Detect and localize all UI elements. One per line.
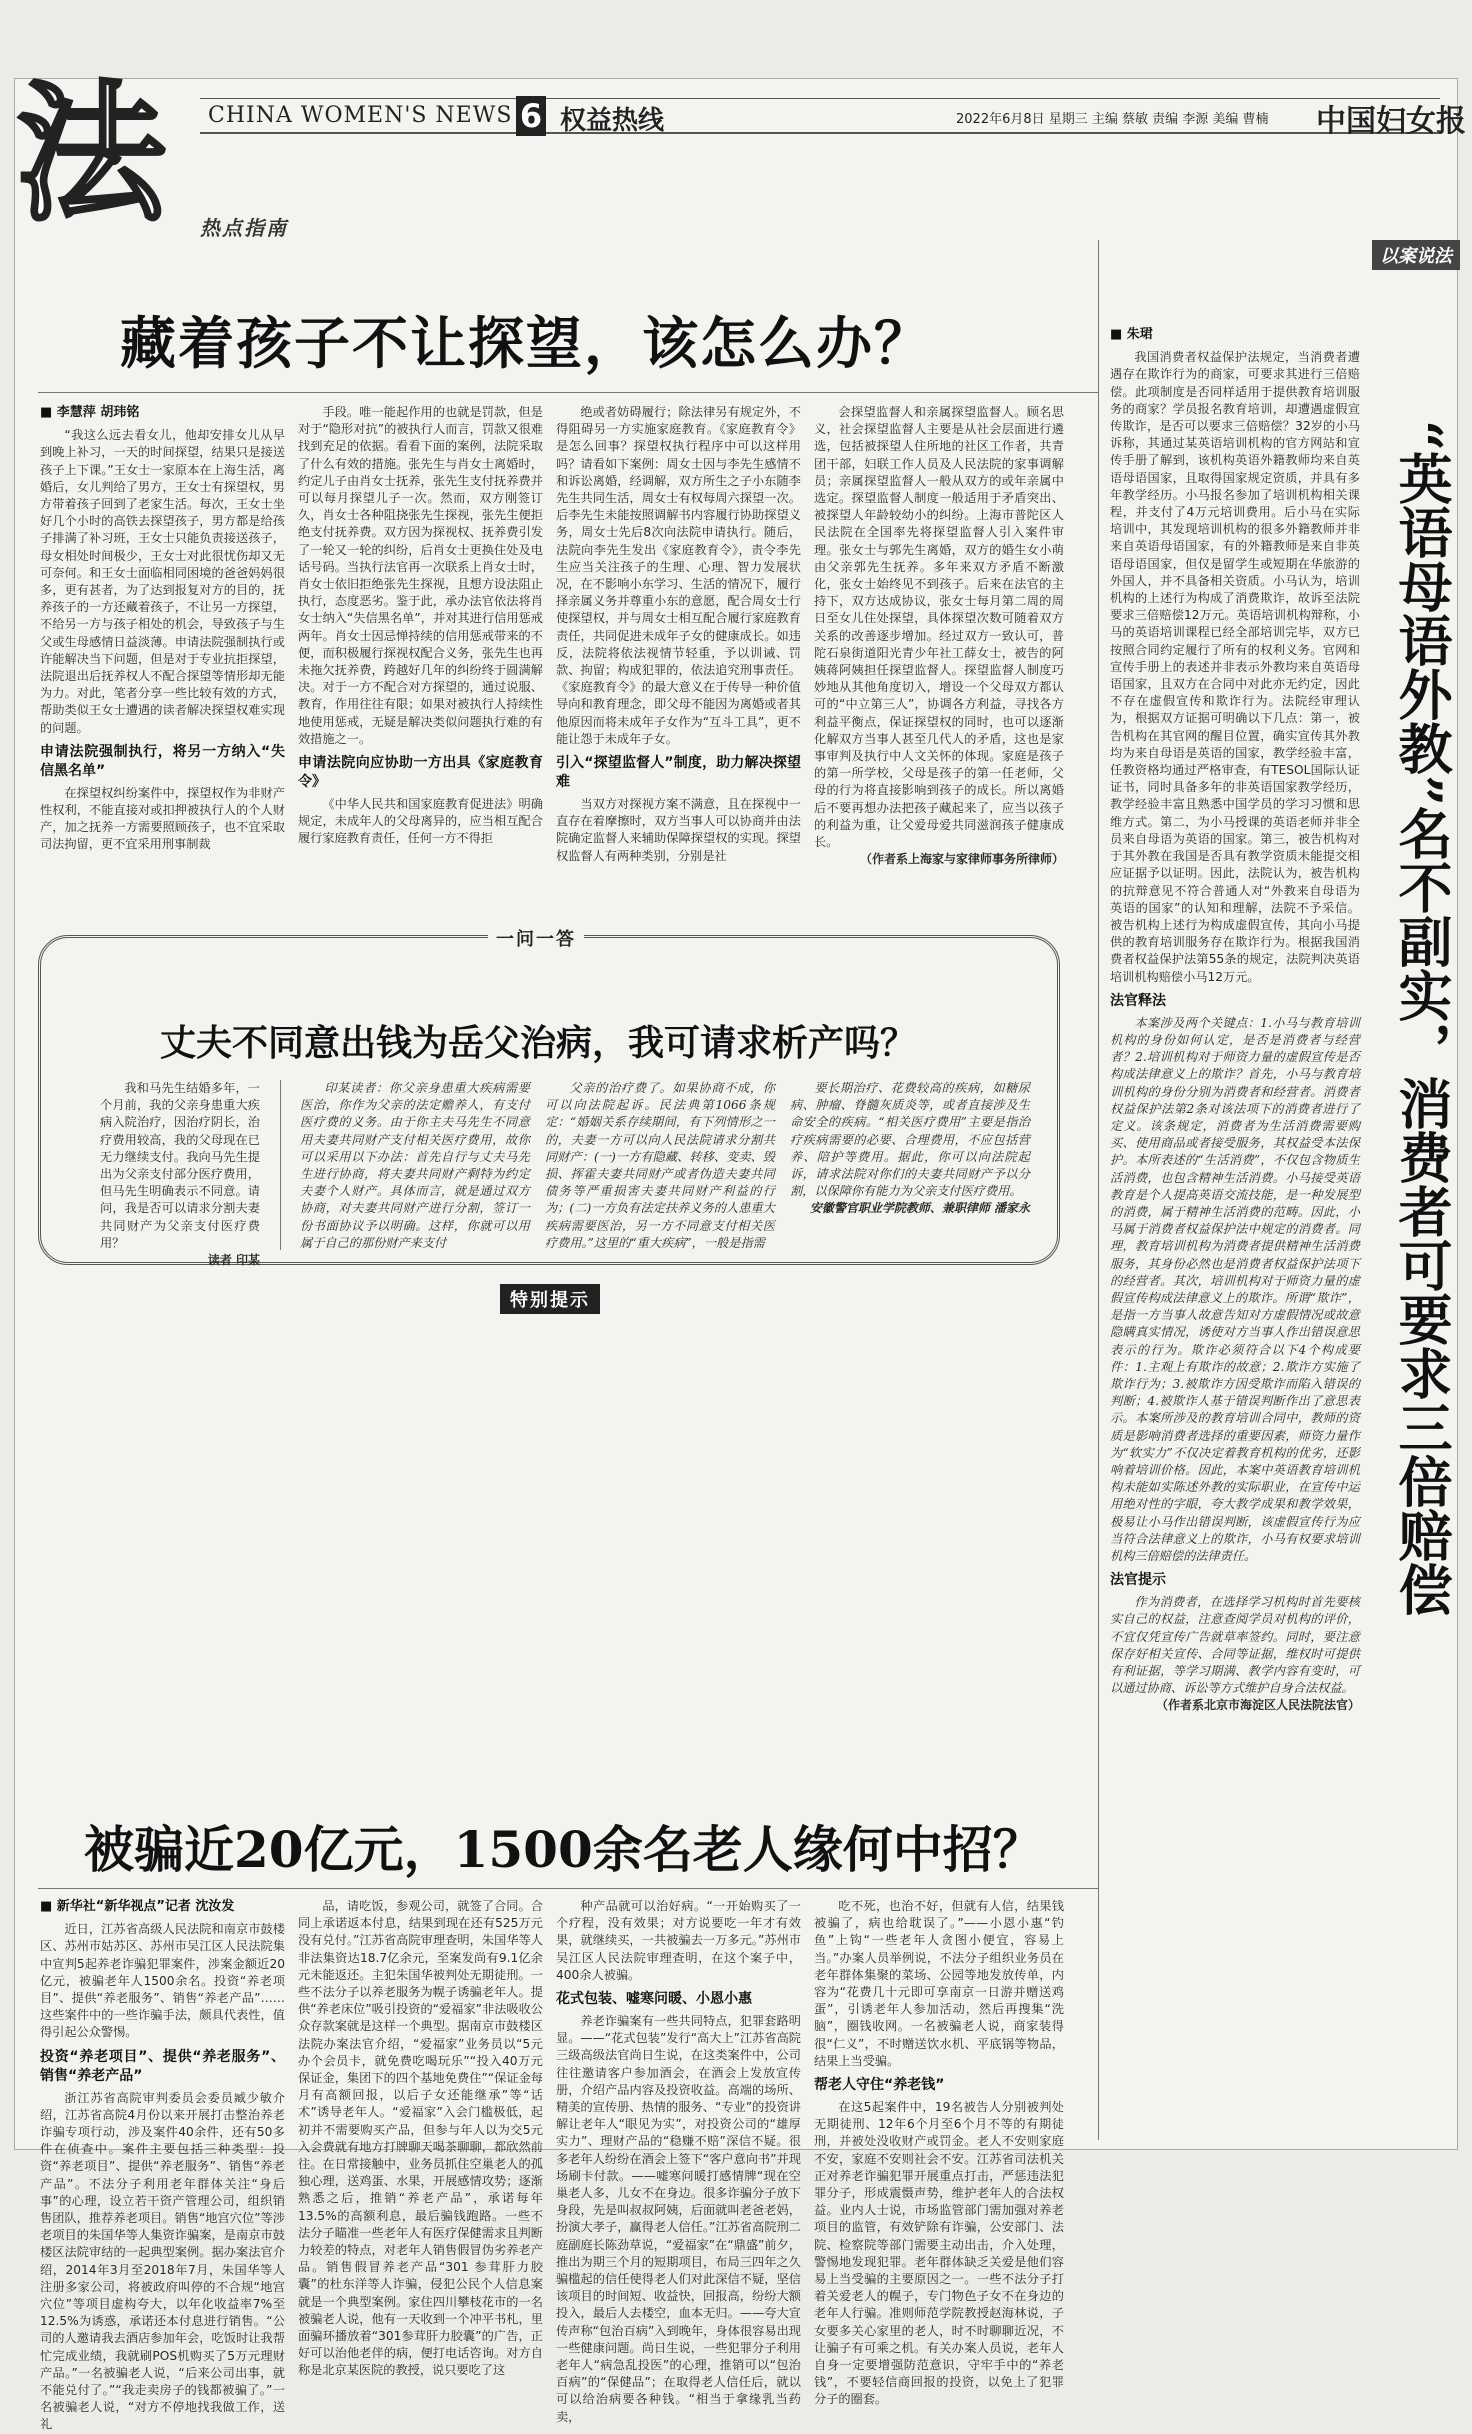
article1-text: 当双方对探视方案不满意，且在探视中一直存在着摩擦时，双方当事人可以协商并由法院确定监督人来辅助保障探望权的实现。探望权监督人有两种类别，分别是社 <box>556 797 801 863</box>
side-divider <box>1098 240 1099 2140</box>
side-byline: ■ 朱珺 <box>1110 327 1153 342</box>
side-subhead: 法官释法 <box>1110 992 1166 1009</box>
article1-text: 手段。唯一能起作用的也就是罚款，但是对于“隐形对抗”的被执行人而言，罚款又很难找到充足的依据。看看下面的案例，法院采取了什么有效的措施。张先生与肖女士离婚时，约定儿子由肖女士抚养，张先生支付抚养费并可以每月探望儿子一次。然而，双方刚签订久，肖女士各种阻挠张先生探视，张先生便拒绝支付抚养费。双方因为探视权、抚养费引发了一轮又一轮的纠纷，后肖女士更换住处及电话号码。当执行法官再一次联系上肖女士时，肖女士依旧拒绝张先生探视，且想方设法阻止执行，态度恶劣。鉴于此，承办法官依法将肖女士纳入“失信黑名单”，并对其进行信用惩戒两年。肖女士因忌惮持续的信用惩戒带来的不便，而积极履行探视权配合义务，张先生也再未拖欠抚养费，跨越好几年的纠纷终于圆满解决。对于一方不配合对方探望的，通过说服、教育，作用往往有限；如果对被执行人持续性地使用惩戒，无疑是解决类似问题执行难的有效措施之一。 <box>298 405 543 746</box>
article2-col1 <box>40 1898 285 2432</box>
section-title: 权益热线 <box>560 106 665 136</box>
article2-title: 被骗近20亿元，1500余名老人缘何中招？ <box>84 1820 1043 1879</box>
article1-text: “我这么远去看女儿，他却安排女儿从早到晚上补习，一天的时间探望，结果只是接送孩子上下课。”王女士一家原本在上海生活，离婚后，女儿判给了男方，王女士有探望权，男方带着孩子回到了老家生活。每次，王女士坐好几个小时的高铁去探望孩子，男方都是给孩子排满了补习班，王女士只能负责接送孩子，母女相处时间极少，王女士对此很忧伤却又无可奈何。和王女士面临相同困境的爸爸妈妈很多，更有甚者，为了达到报复对方的目的，抚养孩子的一方还藏着孩子，不让另一方探望，不给另一方与孩子相处的机会，导致孩子与生父或生母感情日益淡薄。申请法院强制执行或许能解决当下问题，但是对于专业抗拒探望，法院退出后抚养权人不配合探望等情形却无能为力。对此，笔者分享一些比较有效的方式，帮助类似王女士遭遇的读者解决探望权难实现的问题。 <box>40 428 285 735</box>
article1-title: 藏着孩子不让探望，该怎么办？ <box>120 311 932 377</box>
article2-subhead: 花式包装、嘘寒问暖、小恩小惠 <box>556 1991 752 2008</box>
article1-col3 <box>556 404 801 924</box>
qa-answer-text: 印某读者：你父亲身患重大疾病需要医治，你作为父亲的法定赡养人，有支付医疗费的义务。由于你主夫马先生不同意用夫妻共同财产支付相关医疗费用，故你可以采用以下办法：首先自行与丈夫马先生进行协商，将夫妻共同财产剩特为约定夫妻个人财产。具体而言，就是通过双方协商，对夫妻共同财产进行分割，签订一份书面协议予以明确。这样，你就可以用属于自己的那份财产来支付 <box>300 1081 530 1250</box>
qa-title: 丈夫不同意出钱为岳父治病，我可请求析产吗？ <box>160 1022 917 1064</box>
side-text: 我国消费者权益保护法规定，当消费者遭遇存在欺诈行为的商家，可要求其进行三倍赔偿。此项制度是否同样适用于提供教育培训服务的商家？学员报名教育培训，却遭遇虚假宣传欺诈，是否可以要求三倍赔偿？32岁的小马诉称，其通过某英语培训机构的官方网站和宣传手册了解到，该机构英语外籍教师均来自英语母语国家，且取得国家规定资质，并具有多年教学经历。小马报名参加了培训机构相关课程，并支付了4万元培训费用。后小马在实际培训中，其发现培训机构的很多外籍教师并非来自英语母语国家，有的外籍教师是来自非英语母语国家，但仅是留学生或短期在华旅游的外国人，并不具备相关资质。小马认为，培训机构的上述行为构成了消费欺诈，故诉至法院要求三倍赔偿12万元。英语培训机构辩称，小马的英语培训课程已经全部培训完毕，双方已按照合同约定履行了所有的权利义务。官网和宣传手册上的表述并非表示外教均来自英语母语国家，且双方在合同中对此亦无约定，因此不存在虚假宣传和欺诈行为。法院经审理认为，根据双方证据可明确以下几点：第一，被告机构在其官网的醒目位置，确实宣传其外教均为来自母语是英语的国家，教学经验丰富，任教资格均通过严格审查，有TESOL国际认证证书，同时具备多年的非英语国家教学经历，教学经验丰富且熟悉中国学员的学习习惯和思维方式。第二，为小马授课的英语老师并非全员来自母语为英语的国家。第三，被告机构对于其外教在我国是否具有教学资质未能提交相应证据予以证明。因此，法院认为，被告机构的抗辩意见不符合普通人对“外教来自母语为英语的国家”的认知和理解，法院不予采信。被告机构上述行为构成虚假宣传，其向小马提供的教育培训服务存在欺诈行为。根据我国消费者权益保护法第55条的规定，法院判决英语培训机构赔偿小马12万元。 <box>1110 350 1360 984</box>
article2-text: 种产品就可以治好病。“一开始购买了一个疗程，没有效果；对方说要吃一年才有效果，就继续买，一共被骗去一万多元。”苏州市吴江区人民法院审理查明，在这个案子中，400余人被骗。 <box>556 1899 801 1982</box>
qa-answer-sign: 安徽警官职业学院教师、兼职律师 潘家永 <box>809 1201 1030 1216</box>
article2-text: 养老诈骗案有一些共同特点，犯罪套路明显。——“花式包装”发行“高大上”江苏省高院三级高级法官尚日生说，在这类案件中，公司往往邀请客户参加酒会，在酒会上发放宣传册，介绍产品内容及投资收益。高端的场所、精美的宣传册、热情的服务、“专业”的投资讲解让老年人“眼见为实”，对投资公司的“雄厚实力”、理财产品的“稳赚不赔”深信不疑。很多老年人纷纷在酒会上签下“客户意向书”并现场刷卡付款。——嘘寒问暖打感情牌“现在空巢老人多，儿女不在身边。很多诈骗分子放下身段，先是叫叔叔阿姨，后面就叫老爸老妈，扮演大孝子，赢得老人信任。”江苏省高院刑二庭副庭长陈劲草说，“爱福家”在“鼎盛”前夕，推出为期三个月的短期项目，布局三四年之久骗槛起的信任使得老人们对此深信不疑，坚信该项目的时间短、收益快，回报高，纷纷大额投入，最后人去楼空，血本无归。——夸大宣传声称“包治百病”入到晚年，身体很容易出现一些健康问题。尚日生说，一些犯罪分子利用老年人“病急乱投医”的心理，推销可以“包治百病”的“保健品”；在取得老人信任后，就以可以给治病要各种钱。“相当于拿缘乳当药卖， <box>556 2014 801 2424</box>
divider <box>38 1888 1098 1889</box>
newspaper-brand: 中国妇女报 <box>1316 104 1466 139</box>
divider <box>280 1080 281 1250</box>
header-english-title: CHINA WOMEN'S NEWS <box>208 103 513 128</box>
article2-subhead: 帮老人守住“养老钱” <box>814 2077 945 2094</box>
article2-text: 近日，江苏省高级人民法院和南京市鼓楼区、苏州市姑苏区、苏州市吴江区人民法院集中宣判5起养老诈骗犯罪案件，涉案金额近20亿元，被骗老年人1500余名。投资“养老项目”、提供“养老服务”、销售“养老产品”……这些案件中的一些诈骗手法，颇具代表性，值得引起公众警惕。 <box>40 1922 285 2040</box>
issue-meta: 2022年6月8日 星期三 主编 蔡敏 责编 李源 美编 曹楠 <box>956 112 1269 127</box>
article1-subhead: 引入“探望监督人”制度，助力解决探望难 <box>556 755 801 791</box>
side-text: 作为消费者，在选择学习机构时首先要核实自己的权益，注意查阅学员对机构的评价，不宜仅凭宣传广告就草率签约。同时，要注意保存好相关宣传、合同等证据，维权时可提供有利证据，等学习期满、教学内容有变时，可以通过协商、诉讼等方式维护自身合法权益。 <box>1110 1595 1360 1696</box>
qa-question <box>100 1080 260 1268</box>
article1-col4 <box>814 404 1064 924</box>
article1-author-note: （作者系上海家与家律师事务所律师） <box>859 852 1064 867</box>
side-section-tag: 以案说法 <box>1372 240 1460 270</box>
article2-text: 吃不死，也治不好，但就有人信，结果钱被骗了，病也给耽误了。”——小恩小惠“钓鱼”上钩“一些老年人贪图小便宜，容易上当。”办案人员举例说，不法分子组织业务员在老年群体集聚的菜场、公园等地发放传单，内容为“花费几十元即可享南京一日游并赠送鸡蛋”，引诱老年人参加活动，然后再搜集“洗脑”，圈钱收网。一名被骗老人说，商家装得很“仁义”，不时赠送饮水机、平底锅等物品，结果上当受骗。 <box>814 1899 1064 2068</box>
qa-question-text: 我和马先生结婚多年，一个月前，我的父亲身患重大疾病入院治疗，因治疗阴长，治疗费用较高，我的父母现在已无力继续支付。我向马先生提出为父亲支付部分医疗费用，但马先生明确表示不同意。请问，我是否可以请求分割夫妻共同财产为父亲支付医疗费用？ <box>100 1081 260 1250</box>
article2-col2 <box>298 1898 543 2378</box>
qa-tag: 一问一答 <box>488 925 584 951</box>
article1-col2 <box>298 404 543 924</box>
side-text: 本案涉及两个关键点：1.小马与教育培训机构的身份如何认定，是否是消费者与经营者？2.培训机构对于师资力量的虚假宣传是否构成法律意义上的欺诈？首先，小马与教育培训机构的身份分别为消费者和经营者。消费者权益保护法第2条对该法项下的消费者进行了定义。该条规定，消费者为生活消费需要购买、使用商品或者接受服务，其权益受本法保护。本所表述的“生活消费”，不仅包含物质生活消费，也包含精神生活消费。小马接受英语教育是个人提高英语交流技能，是一种发展型的消费，属于精神生活消费的范畴。因此，小马属于消费者权益保护法中规定的消费者。同理，教育培训机构为消费者提供精神生活消费服务，其身份必然也是消费者权益保护法项下的经营者。其次，培训机构对于师资力量的虚假宣传构成法律意义上的欺诈。所谓“欺诈”，是指一方当事人故意告知对方虚假情况或故意隐瞒真实情况，诱使对方当事人作出错误意思表示的行为。欺诈必须符合以下4个构成要件：1.主观上有欺诈的故意；2.欺诈方实施了欺诈行为；3.被欺诈方因受欺诈而陷入错误的判断；4.被欺诈人基于错误判断作出了意思表示。本案所涉及的教育培训合同中，教师的资质是影响消费者选择的重要因素，师资力量作为“软实力”不仅决定着教育机构的优劣，还影响着培训价格。因此，本案中英语教育培训机构未能如实陈述外教的实际职业，在宣传中运用绝对性的字眼，夸大教学成果和教学效果，极易让小马作出错误判断，该虚假宣传行为应当符合法律意义上的欺诈，小马有权要求培训机构三倍赔偿的法律责任。 <box>1110 1015 1360 1564</box>
special-tip-tag: 特别提示 <box>500 1284 600 1314</box>
side-subhead: 法官提示 <box>1110 1572 1166 1589</box>
qa-question-sign: 读者 印某 <box>207 1253 260 1268</box>
masthead-law-char: 法 <box>16 66 167 242</box>
article2-text: 浙江苏省高院审判委员会委员臧少敏介绍，江苏省高院4月份以来开展打击整治养老诈骗专项行动，涉及案件40余件，还有50多件在侦查中。案件主要包括三种类型：投资“养老项目”、提供“养老服务”、销售“养老产品”。不法分子利用老年群体关注“身后事”的心理，设立若干资产管理公司，组织销售团队，推荐养老项目。销售“地宫穴位”等涉老项目的朱国华等人集资诈骗案，是南京市鼓楼区法院审结的一起典型案例。据办案法官介绍，2014年3月至2018年7月，朱国华等人注册多家公司，将被政府叫停的不合规“地宫穴位”等项目虚构夸大，以年化收益率7%至12.5%为诱惑，承诺还本付息进行销售。“公司的人邀请我去酒店参加年会，吃饭时让我帮忙完成业绩，我就刷POS机购买了5万元理财产品。”一名被骗老人说，“后来公司出事，就不能兑付了。”“我走卖房子的钱都被骗了。”一名被骗老人说，“对方不停地找我做工作，送礼 <box>40 2090 285 2432</box>
article1-text: 会探望监督人和亲属探望监督人。顾名思义，社会探望监督人主要是从社会层面进行遴选，包括被探望人住所地的社区工作者，共青团干部，妇联工作人员及人民法院的家事调解员；亲属探望监督人一般从双方的或年亲属中选定。探望监督人制度一般适用于矛盾突出、被探望人年龄较幼小的纠纷。上海市普陀区人民法院在全国率先将探望监督人引入案件审理。张女士与郭先生离婚，双方的婚生女小萌由父亲郭先生抚养。多年来双方矛盾不断激化，张女士始终见不到孩子。后来在法官的主持下，双方达成协议，张女士每月第二周的周日至女儿住处探望，具体探望次数可随着双方关系的改善逐步增加。经过双方一致认可，普陀石泉街道阳光青少年社工薛女士，被告的阿姨蒋阿姨担任探望监督人。探望监督人制度巧妙地从其他角度切入，增设一个父母双方都认可的“中立第三人”，协调各方利益，寻找各方利益平衡点，保证探望权的同时，也可以逐渐化解双方当事人甚至几代人的矛盾，这也是家事审判及执行中人文关怀的体现。家庭是孩子的第一所学校，父母是孩子的第一任老师，父母的行为将直接影响到孩子的成长。所以离婚后不要再想办法把孩子藏起来了，应当以孩子的利益为重，让父爱母爱共同滋润孩子健康成长。 <box>814 405 1064 850</box>
article2-subhead: 投资“养老项目”、提供“养老服务”、销售“养老产品” <box>40 2048 285 2084</box>
article2-col4 <box>814 1898 1064 2407</box>
article2-text: 品，请吃饭，参观公司，就签了合同。合同上承诺返本付息，结果到现在还有525万元没有兑付。”江苏省高院审理查明，朱国华等人非法集资达18.7亿余元，至案发尚有9.1亿余元未能返还。主犯朱国华被判处无期徒刑。一些不法分子以养老服务为幌子诱骗老年人。提供“养老床位”吸引投资的“爱福家”非法吸收公众存款案就是这样一个典型。据南京市鼓楼区法院办案法官介绍，“爱福家”业务员以“5元办个会员卡，就免费吃喝玩乐”“投入40万元保证金，集团下的四个基地免费住”“保证金每月有高额回报，以后子女还能继承”等“话术”诱导老年人。“爱福家”入会门槛极低，起初并不需要购买产品，但参与年人以为交5元入会费就有地方打牌聊天喝茶聊聊，都欣然前往。在日常接触中，业务员抓住空巢老人的孤独心理，送鸡蛋、水果，开展感情攻势；逐渐熟悉之后，推销“养老产品”，承诺每年13.5%的高额利息，最后骗钱跑路。一些不法分子瞄准一些老年人有医疗保健需求且判断力较差的特点，对老年人销售假冒伪劣养老产品。销售假冒养老产品“301 参茸肝力胶囊”的杜东洋等人诈骗，侵犯公民个人信息案就是一个典型案例。家住四川攀枝花市的一名被骗老人说，他有一天收到一个冲平书札，里面骗环播放着“301参茸肝力胶囊”的广告，正好可以治他老伴的病，便打电话咨询。对方自称是北京某医院的教授，说只要吃了这 <box>298 1899 543 2378</box>
qa-answer-col3 <box>790 1080 1030 1250</box>
qa-answer-text: 要长期治疗、花费较高的疾病，如糖尿病、肿瘤、脊髓灰质炎等，或者直接涉及生命安全的疾病。“相关医疗费用”主要是指治疗疾病需要的必要、合理费用，不应包括营养、陪护等费用。据此，你可以向法院起诉，请求法院对你们的夫妻共同财产予以分割，以保障你有能力为父亲支付医疗费用。 <box>790 1081 1030 1199</box>
side-article-title: “英语母语外教”名不副实，消费者可要求三倍赔偿 <box>1390 420 1454 1617</box>
side-author-note: （作者系北京市海淀区人民法院法官） <box>1155 1698 1360 1713</box>
article1-subhead: 申请法院强制执行，将另一方纳入“失信黑名单” <box>40 743 285 779</box>
article1-col1 <box>40 404 285 924</box>
page-number: 6 <box>516 96 546 136</box>
side-article-col <box>1110 326 1360 2136</box>
article1-subhead: 申请法院向应协助一方出具《家庭教育令》 <box>298 755 543 791</box>
article2-byline: ■ 新华社“新华视点”记者 沈汝发 <box>40 1899 235 1914</box>
qa-answer-col2 <box>545 1080 775 1250</box>
article1-byline: ■ 李慧萍 胡玮铭 <box>40 405 140 420</box>
qa-answer-text: 父亲的治疗费了。如果协商不成，你可以向法院起诉。民法典第1066条规定：“婚姻关系存续期间，有下列情形之一的，夫妻一方可以向人民法院请求分割共同财产：(一)一方有隐藏、转移、变卖、毁损、挥霍夫妻共同财产或者伪造夫妻共同债务等严重损害夫妻共同财产利益的行为；(二)一方负有法定扶养义务的人患重大疾病需要医治，另一方不同意支付相关医疗费用。”这里的“重大疾病”，一般是指需 <box>545 1081 775 1250</box>
article1-text: 绝或者妨碍履行；除法律另有规定外，不得阻碍另一方实施家庭教育。《家庭教育令》是怎么回事？探望权执行程序中可以这样用吗？请看如下案例：周女士因与李先生感情不和诉讼离婚，经调解，双方所生之子小东随李先生共同生活，周女士有权每周六探望一次。后李先生未能按照调解书内容履行协助探望义务，周女士先后8次向法院申请执行。随后，法院向李先生发出《家庭教育令》，责令李先生应当关注孩子的生理、心理、智力发展状况，在不影响小东学习、生活的情况下，履行择亲属义务并尊重小东的意愿，配合周女士行使探望权，并与周女士相互配合履行家庭教育责任，共同促进未成年子女的健康成长。如违反，法院将依法视情节轻重，予以训诫、罚款、拘留；构成犯罪的，依法追究刑事责任。《家庭教育令》的最大意义在于传导一种价值导向和教育理念，即父母不能因为离婚或者其他原因而将未成年子女作为“互斗工具”，更不能让怨于未成年子女。 <box>556 405 801 746</box>
qa-answer-col1 <box>300 1080 530 1250</box>
divider <box>38 392 1098 393</box>
article2-text: 在这5起案件中，19名被告人分别被判处无期徒刑、12年6个月至6个月不等的有期徒刑，并被处没收财产或罚金。老人不安则家庭不安，家庭不安则社会不安。江苏省司法机关正对养老诈骗犯罪开展重点打击，严惩违法犯罪分子，形成震慑声势，维护老年人的合法权益。业内人士说，市场监管部门需加强对养老项目的监管，有效铲除有诈骗，公安部门、法院、检察院等部门需要主动出击，介入处理，警惕地发现犯罪。老年群体缺乏关爱是他们容易上当受骗的主要原因之一。一些不法分子打着关爱老人的幌子，专门物色子女不在身边的老年人行骗。准则师范学院教授赵海林说，子女要多关心家里的老人，时不时聊聊近况，不让骗子有可乘之机。有关办案人员说，老年人自身一定要增强防范意识，守牢手中的“养老钱”，不要轻信商回报的投资，以免上了犯罪分子的圈套。 <box>814 2100 1064 2407</box>
article2-col3 <box>556 1898 801 2424</box>
article1-text: 《中华人民共和国家庭教育促进法》明确规定，未成年人的父母离异的，应当相互配合履行家庭教育责任，任何一方不得拒 <box>298 797 543 846</box>
hot-topic-tag: 热点指南 <box>200 216 288 240</box>
article1-text: 在探望权纠纷案件中，探望权作为非财产性权利，不能直接对或扣押被执行人的个人财产，加之抚养一方需要照顾孩子，也不宜采取司法拘留，更不宜采用刑事制裁 <box>40 785 285 852</box>
